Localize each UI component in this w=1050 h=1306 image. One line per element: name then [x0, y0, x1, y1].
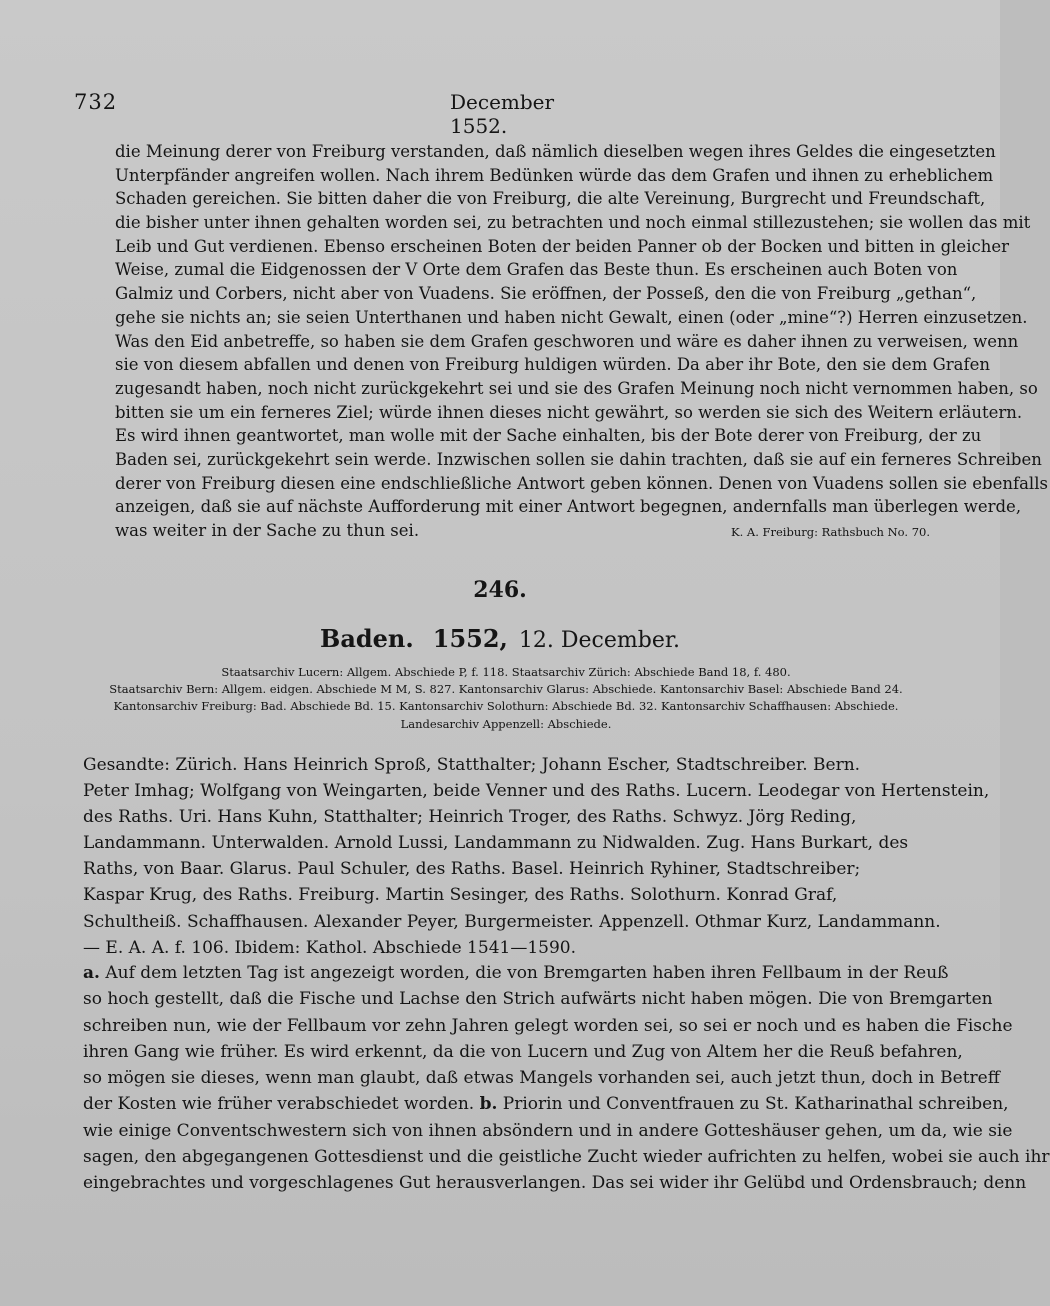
document-place: Baden.	[320, 624, 414, 653]
document-number: 246.	[473, 577, 527, 603]
delegates-line: Kaspar Krug, des Raths. Freiburg. Martin Sesinger, des Raths. Solothurn. Konrad Graf,	[83, 885, 838, 906]
document-heading	[0, 624, 1000, 653]
archive-line: Landesarchiv Appenzell: Abschiede.	[400, 716, 612, 731]
text-line: so mögen sie dieses, wenn man glaubt, daß etwas Mangels vorhanden sei, auch jetzt thun, doch in Betreff	[83, 1068, 1000, 1089]
text-line: gehe sie nichts an; sie seien Unterthanen und haben nicht Gewalt, einen (oder „mine“?) Herren einzusetzen.	[115, 307, 1028, 327]
item-a-start: Auf dem letzten Tag ist angezeigt worden, die von Bremgarten haben ihren Fellbaum in der Reuß	[105, 963, 949, 983]
page-number: 732	[74, 90, 118, 114]
text-line: sie von diesem abfallen und denen von Freiburg huldigen würden. Da aber ihr Bote, den sie dem Grafen	[115, 355, 990, 375]
text-line: Weise, zumal die Eidgenossen der V Orte dem Grafen das Beste thun. Es erscheinen auch Boten von	[115, 260, 958, 280]
delegates-list	[83, 752, 990, 961]
text-line: die Meinung derer von Freiburg verstanden, daß nämlich dieselben wegen ihres Geldes die eingesetzten	[115, 142, 996, 161]
text-line: anzeigen, daß sie auf nächste Aufforderung mit einer Antwort begegnen, andernfalls man überlegen werde,	[115, 497, 1022, 517]
text-line: Unterpfänder angreifen wollen. Nach ihrem Bedünken würde das dem Grafen und ihnen zu erheblichem	[115, 165, 994, 185]
text-line	[83, 1091, 1009, 1117]
item-a-end: der Kosten wie früher verabschiedet worden.	[83, 1094, 475, 1115]
archive-line: Kantonsarchiv Freiburg: Bad. Abschiede Bd. 15. Kantonsarchiv Solothurn: Abschiede Bd. 32. Kantonsarchiv Schaffhausen: Abschiede.	[113, 699, 899, 714]
text-line: die bisher unter ihnen gehalten worden sei, zu betrachten und noch einmal stillezustehen; sie wollen das mit	[115, 213, 1031, 233]
text-line: ihren Gang wie früher. Es wird erkennt, da die von Lucern und Zug von Altem her die Reuß befahren,	[83, 1041, 963, 1062]
document-year: 1552,	[432, 624, 508, 653]
item-b-start: Priorin und Conventfrauen zu St. Katharinathal schreiben,	[502, 1094, 1009, 1115]
text-line: so hoch gestellt, daß die Fische und Lachse den Strich aufwärts nicht haben mögen. Die von Bremgarten	[83, 989, 993, 1010]
proceedings-text	[83, 960, 1050, 1197]
item-marker-b: b.	[479, 1094, 498, 1115]
text-line: wie einige Conventschwestern sich von ihnen absöndern und in andere Gotteshäuser gehen, um da, wie sie	[83, 1120, 1013, 1141]
delegates-line: Gesandte: Zürich. Hans Heinrich Sproß, Statthalter; Johann Escher, Stadtschreiber. Bern.	[83, 755, 861, 775]
continued-paragraph	[115, 140, 1048, 543]
running-title: December 1552.	[450, 90, 555, 138]
text-line: Galmiz und Corbers, nicht aber von Vuadens. Sie eröffnen, der Posseß, den die von Freiburg „gethan“,	[115, 284, 977, 304]
delegates-line: Schultheiß. Schaffhausen. Alexander Peyer, Burgermeister. Appenzell. Othmar Kurz, Landammann.	[83, 911, 941, 932]
delegates-line: Landammann. Unterwalden. Arnold Lussi, Landammann zu Nidwalden. Zug. Hans Burkart, des	[83, 833, 909, 854]
text-line: schreiben nun, wie der Fellbaum vor zehn Jahren gelegt worden sei, so sei er noch und es haben die Fische	[83, 1015, 1013, 1036]
text-line	[83, 960, 949, 986]
text-line-last	[115, 519, 930, 543]
page-header	[74, 90, 555, 138]
text-line: Leib und Gut verdienen. Ebenso erscheinen Boten der beiden Panner ob der Bocken und bitten in gleicher	[115, 236, 1009, 256]
text-line: Es wird ihnen geantwortet, man wolle mit der Sache einhalten, bis der Bote derer von Freiburg, der zu	[115, 426, 982, 446]
archive-sources	[76, 664, 936, 733]
text-line: eingebrachtes und vorgeschlagenes Gut herausverlangen. Das sei wider ihr Gelübd und Ordensbrauch; denn	[83, 1173, 1027, 1194]
document-date: 12. December.	[518, 628, 680, 653]
delegates-line: Raths, von Baar. Glarus. Paul Schuler, des Raths. Basel. Heinrich Ryhiner, Stadtschreiber;	[83, 859, 861, 880]
delegates-line: des Raths. Uri. Hans Kuhn, Statthalter; Heinrich Troger, des Raths. Schwyz. Jörg Reding,	[83, 807, 857, 828]
delegates-line: — E. A. A. f. 106. Ibidem: Kathol. Abschiede 1541—1590.	[83, 937, 576, 958]
item-marker-a: a.	[83, 963, 100, 983]
text-line: Baden sei, zurückgekehrt sein werde. Inzwischen sollen sie dahin trachten, daß sie auf ein ferneres Schreiben	[115, 449, 1042, 469]
archive-line: Staatsarchiv Lucern: Allgem. Abschiede P, f. 118. Staatsarchiv Zürich: Abschiede Band 18, f. 480.	[221, 665, 791, 679]
text-line: derer von Freiburg diesen eine endschließliche Antwort geben können. Denen von Vuadens sollen sie ebenfalls	[115, 473, 1048, 493]
text-line: Was den Eid anbetreffe, so haben sie dem Grafen geschworen und wäre es daher ihnen zu verweisen, wenn	[115, 331, 1019, 351]
paragraph-end: was weiter in der Sache zu thun sei.	[115, 521, 420, 540]
text-line: sagen, den abgegangenen Gottesdienst und die geistliche Zucht wieder aufrichten zu helfen, wobei sie auch ihr	[83, 1147, 1050, 1168]
archive-line: Staatsarchiv Bern: Allgem. eidgen. Abschiede M M, S. 827. Kantonsarchiv Glarus: Abschiede. Kantonsarchiv Basel: Abschiede Band 24.	[109, 682, 903, 697]
text-line: bitten sie um ein ferneres Ziel; würde ihnen dieses nicht gewährt, so werden sie sich des Weitern erläutern.	[115, 402, 1023, 422]
source-citation: K. A. Freiburg: Rathsbuch No. 70.	[731, 525, 930, 539]
delegates-line: Peter Imhag; Wolfgang von Weingarten, beide Venner und des Raths. Lucern. Leodegar von Hertenstein,	[83, 781, 990, 802]
text-line: zugesandt haben, noch nicht zurückgekehrt sei und sie des Grafen Meinung noch nicht vernommen haben, so	[115, 378, 1038, 398]
text-line: Schaden gereichen. Sie bitten daher die von Freiburg, die alte Vereinung, Burgrecht und Freundschaft,	[115, 189, 986, 209]
